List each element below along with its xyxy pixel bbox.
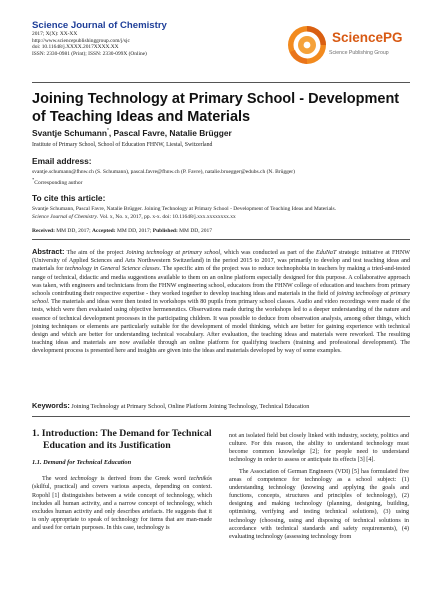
journal-issn: ISSN: 2330-0981 (Print); ISSN: 2330-099X (Online) [32, 50, 147, 57]
abstract-emphasis: technology in General Science classes [65, 266, 160, 273]
abstract-emphasis: EduNaT [316, 250, 337, 256]
author-others: , Pascal Favre, Natalie Brügger [108, 128, 232, 138]
paragraph-emphasis: technikós [189, 476, 213, 483]
corresponding-note-text: Corresponding author [34, 179, 83, 186]
published-date: MM DD, 2017 [177, 228, 213, 234]
abstract-text: The aim of the project [64, 250, 126, 256]
corresponding-note [32, 177, 82, 187]
abstract-emphasis: joining technology at primary school [32, 291, 410, 306]
accepted-label: Accepted: [92, 228, 116, 234]
paragraph-text: The word [42, 476, 71, 483]
abstract-text: . The materials and ideas were then tested in workshops with 80 pupils from primary school classes. Audio and video recordings were made of the tests, which were then evaluated using objective hermeneutics. Observations made during the workshops led to a deeper understanding of the nature and essence of technical development processes in the participating children. It was possible to deduce from observation analysis, among other things, which joining techniques or elements are particularly suitable for the development of model thinking, which are better for gaining experience with technical design and which are better for understanding technical vocabulary. After evaluation, the teaching ideas and materials were reworked. The resulting teaching ideas and materials are now available through an online platform for qualifying teachers (training and professional development). The development process is presented here and insights are given into the ideas and materials developed by way of some examples. [32, 299, 410, 355]
logo-name: SciencePG [332, 30, 403, 45]
article-dates [32, 228, 212, 235]
header-rule [32, 82, 410, 83]
corresponding-mark: * [106, 128, 109, 135]
abstract-label: Abstract: [32, 247, 65, 256]
journal-doi: doi: 10.11648/j.XXXX.2017XXXX.XX [32, 44, 119, 51]
keywords-label: Keywords: [32, 401, 70, 410]
received-date: MM DD, 2017; [54, 228, 93, 234]
cite-journal: Science Journal of Chemistry [32, 214, 97, 220]
abstract-emphasis: Joining technology at primary school [125, 250, 221, 256]
intro-paragraph [32, 475, 212, 532]
accepted-date: MM DD, 2017; [115, 228, 153, 234]
author-1: Svantje Schumann [32, 128, 107, 138]
abstract-text: , which was conducted as part of the [220, 250, 317, 256]
subsection-heading: 1.1. Demand for Technical Education [32, 459, 132, 467]
journal-url[interactable]: http://www.sciencepublishinggroup.com/j/sjc [32, 37, 130, 44]
keywords [32, 402, 410, 411]
logo-subtitle: Science Publishing Group [329, 50, 389, 56]
email-addresses: svantje.schumann@fhnw.ch (S. Schumann), pascal.favre@fhnw.ch (P. Favre), natalie.bruegger@edubs.ch (N. Brügger) [32, 169, 295, 175]
paragraph-text: is derived from the Greek word [97, 476, 189, 483]
cite-line-2 [32, 214, 236, 221]
affiliation: Institute of Primary School, School of Education FHNW, Liestal, Switzerland [32, 142, 213, 148]
corresponding-note-mark: * [32, 177, 35, 182]
cite-details: . Vol. x, No. x, 2017, pp. x-x. doi: 10.11648/j.xxx.xxxxxxxx.xx [96, 214, 236, 220]
cite-line-1: Svantje Schumann, Pascal Favre, Natalie Brügger. Joining Technology at Primary School - Development of Teaching Ideas and Materials. [32, 206, 337, 212]
received-label: Received: [32, 228, 55, 234]
sciencepg-logo [286, 24, 410, 66]
author-list [32, 128, 232, 138]
article-title: Joining Technology at Primary School - Development of Teaching Ideas and Materials [32, 91, 400, 125]
email-heading: Email address: [32, 156, 92, 166]
right-column [229, 432, 409, 541]
paragraph-text: (skilful, practical) and covers various aspects, depending on context. Ropohl [1] distinguishes between a wide concept of technology, which includes all human activity, and a narrow concept of technology, which excludes human activity and only describes artefacts. He suggests that it is only appropriate to speak of technology for items that are man-made and used for certain purposes. In this case, technology is [32, 484, 212, 532]
abstract-rule-bottom [32, 416, 410, 417]
abstract-text: . The specific aim of the project was to reduce technophobia in teachers by making a tried-and-tested range of technical, didactic and media suggestions available to them on an online platform especially designed for this purpose. A collaborative approach was taken, with engineers and technicians from the FHNW engineering school, educators from the FHNW college of education and teachers from primary schools contributing their respective expertise - they worked together to develop teaching ideas and materials in the field of [32, 266, 410, 298]
left-column [32, 428, 212, 532]
abstract-rule-top [32, 239, 410, 240]
keywords-text: Joining Technology at Primary School, Online Platform Joining Technology, Technical Education [69, 404, 310, 410]
paragraph-emphasis: technology [70, 476, 98, 483]
cite-heading: To cite this article: [32, 193, 106, 203]
right-paragraph-1: not an isolated field but closely linked with industry, society, politics and culture. For this reason, the ability to understand technology must become common knowledge [2]; for people need to understand technology in order to assess or anticipate its effects [3] [4]. [229, 433, 409, 464]
abstract [32, 248, 410, 356]
right-paragraph-2: The Association of German Engineers (VDI) [5] has formulated five areas of competence for technology as a school subject: (1) understanding technology (knowing and applying the goals and functions, concepts, structures and principles of technology), (2) designing and making technology (planning, designing, building, optimising, verifying and testing technical solutions), (3) using technology (choosing, using and disposing of technical solutions in accordance with technical standards and safety requirements), (4) evaluating technology (assessing technology from [229, 468, 409, 540]
abstract-text: strategic initiative at FHNW (University of Applied Sciences and Arts Northwestern Switzerland) in the period 2015 to 2017, was primarily to develop and test teaching ideas and materials for [32, 250, 410, 273]
journal-name: Science Journal of Chemistry [32, 20, 167, 31]
published-label: Published: [152, 228, 178, 234]
journal-volume: 2017; X(X): XX-XX [32, 31, 78, 37]
sciencepg-logo-icon [286, 24, 328, 66]
section-heading: 1. Introduction: The Demand for Technical Education and its Justification [32, 428, 212, 451]
